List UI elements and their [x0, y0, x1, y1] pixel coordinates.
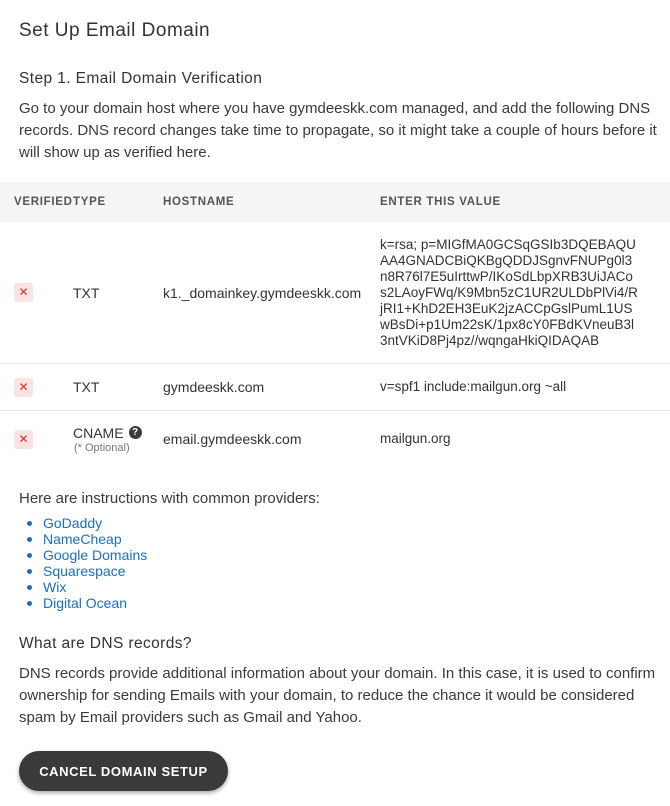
step-intro-text: Go to your domain host where you have gymdeeskk.com managed, and add the following DNS records. DNS record changes take time to propagate, so it might take a couple of hours before it will show up as verified here.	[19, 100, 657, 161]
type-label: CNAME	[73, 424, 124, 441]
list-item	[24, 563, 147, 579]
dkim-value-text[interactable]: k=rsa; p=MIGfMA0GCSqGSIb3DQEBAQUAA4GNADCBiQKBgQDDJSgnvFNUPg0l3n8R76l7E5uIrttwP/IKoSdLbpXRB3UiJACos2LAoyFWq/K9Mbn5zC1UR2ULDbPlVi4/RjRI1+KhD2EH3EuK2jzACCpGslPumL1USwBsDi+p1Um22sK/1px8cY0FBdKVneuB3l3ntVKiD8Pj4pz//wqngaHkiQIDAQAB	[380, 236, 638, 348]
question-circle-icon[interactable]: ?	[129, 426, 142, 439]
table-header	[0, 182, 670, 222]
type-cell: TXT	[73, 222, 163, 364]
provider-list	[24, 515, 147, 611]
value-cell[interactable]	[380, 364, 670, 411]
dns-info-title: What are DNS records?	[19, 635, 192, 652]
list-item	[24, 547, 147, 563]
hostname-cell: k1._domainkey.gymdeeskk.com	[163, 222, 380, 364]
bullet-icon	[27, 569, 32, 574]
bullet-icon	[27, 601, 32, 606]
provider-link-google-domains[interactable]: Google Domains	[43, 547, 148, 563]
cancel-domain-setup-button[interactable]: CANCEL DOMAIN SETUP	[19, 751, 228, 791]
table-row	[0, 411, 670, 468]
value-cell[interactable]	[380, 411, 670, 468]
hostname-cell: gymdeeskk.com	[163, 364, 380, 411]
table-header-row	[0, 182, 670, 222]
column-header-value: ENTER THIS VALUE	[380, 196, 501, 208]
verified-cell	[0, 364, 73, 411]
spf-value-text[interactable]: v=spf1 include:mailgun.org ~all	[380, 379, 567, 394]
page-title: Set Up Email Domain	[19, 20, 211, 41]
provider-link-squarespace[interactable]: Squarespace	[43, 563, 126, 579]
x-icon: ✕	[14, 430, 33, 449]
verified-cell	[0, 411, 73, 468]
column-header-hostname: HOSTNAME	[163, 196, 235, 208]
type-line	[73, 425, 163, 441]
type-cell: TXT	[73, 364, 163, 411]
list-item	[24, 515, 147, 531]
verified-cell	[0, 222, 73, 364]
provider-link-namecheap[interactable]: NameCheap	[43, 531, 122, 547]
list-item	[24, 531, 147, 547]
hostname-cell: email.gymdeeskk.com	[163, 431, 302, 447]
provider-link-digital-ocean[interactable]: Digital Ocean	[43, 595, 128, 611]
step-title: Step 1. Email Domain Verification	[19, 70, 263, 87]
x-icon: ✕	[14, 378, 33, 397]
optional-note: (* Optional)	[74, 441, 130, 454]
table-row	[0, 222, 670, 364]
dns-info-description: DNS records provide additional information about your domain. In this case, it is used to confirm ownership for sending Emails with your domain, to reduce the chance it would be considered spam by Email providers such as Gmail and Yahoo.	[19, 665, 656, 726]
bullet-icon	[27, 521, 32, 526]
providers-intro-text: Here are instructions with common providers:	[19, 490, 320, 507]
type-cell	[73, 411, 163, 468]
provider-link-wix[interactable]: Wix	[43, 579, 67, 595]
x-icon: ✕	[14, 283, 33, 302]
list-item	[24, 595, 147, 611]
cname-value-text[interactable]: mailgun.org	[380, 431, 451, 446]
column-header-verified: VERIFIED	[14, 196, 73, 208]
table-row	[0, 364, 670, 411]
column-header-type: TYPE	[73, 196, 106, 208]
list-item	[24, 579, 147, 595]
bullet-icon	[27, 537, 32, 542]
bullet-icon	[27, 553, 32, 558]
value-cell[interactable]	[380, 222, 670, 364]
bullet-icon	[27, 585, 32, 590]
dns-records-table	[0, 182, 670, 467]
provider-link-godaddy[interactable]: GoDaddy	[43, 515, 103, 531]
